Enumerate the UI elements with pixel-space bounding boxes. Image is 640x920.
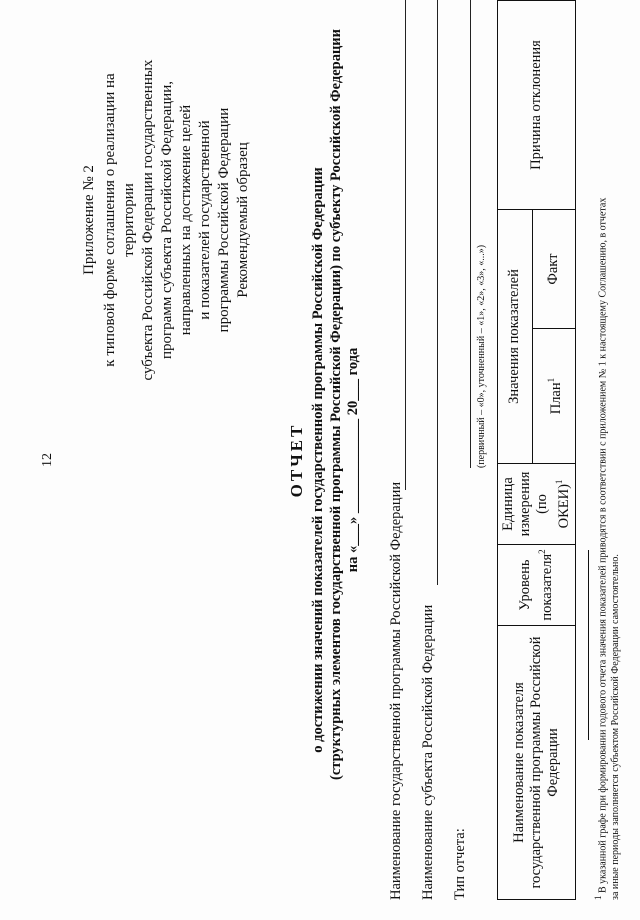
program-name-input-line[interactable] [405,0,406,490]
appendix-header [80,40,234,400]
program-name-label: Наименование государственной программы Российской Федерации [388,481,404,900]
appendix-line: к типовой форме соглашения о реализации на территории [102,73,137,367]
report-type-input-line[interactable] [470,0,471,468]
footnote-marker: 1 [593,895,603,900]
header-indicator-values: Значения показателей [498,210,533,464]
program-name-row [388,0,405,900]
appendix-line: субъекта Российской Федерации государственных [140,59,156,381]
header-fact: Факт [532,210,575,329]
page-number: 12 [40,453,55,467]
report-title: ОТЧЕТ [287,422,306,498]
report-subtitle-1: о достижении значений показателей государственной программы Российской Федерации [310,167,326,753]
appendix-line: программы Российской Федерации [216,107,232,333]
footnote-separator [588,550,589,740]
header-unit: Единица измерения (по ОКЕИ)$^1$ [498,464,576,545]
report-type-label: Тип отчета: [452,828,468,900]
footnote-line-1: $^1$ В указанной графе при формировании годового отчета значения показателей приводятся в соответствии с приложением № 1 к настоящему Соглашению, в отчетах [593,197,609,900]
recommended-sample-label: Рекомендуемый образец [235,142,251,298]
subject-name-label: Наименование субъекта Российской Федерации [420,604,436,900]
report-heading [285,28,362,780]
header-indicator-level: Уровень показателя$^2$ [498,545,576,626]
appendix-title: Приложение № 2 [81,165,97,275]
subject-name-input-line[interactable] [437,0,438,585]
footnote-line-2: за иные периоды заполняется субъектом Российской Федерации самостоятельно. [610,554,622,900]
header-deviation-reason: Причина отклонения [498,1,576,210]
appendix-line: направленных на достижение целей [178,104,194,336]
header-indicator-name: Наименование показателя государственной программы Российской Федерации [498,626,576,900]
indicators-table [497,0,576,900]
table-header-row [498,1,533,900]
appendix-line: и показателей государственной [197,120,213,320]
header-plan: План$^1$ [532,329,575,464]
footnote [592,0,622,900]
appendix-line: программ субъекта Российской Федерации, [159,81,175,360]
report-date-line: на «___» _____________ 20___ года [345,347,361,573]
report-type-hint: (первичный – «0», уточненный – «1», «2», «3», «...») [476,244,487,468]
report-subtitle-2: (структурных элементов государственной программы Российской Федерации) по субъекту Российской Федерации [328,28,344,780]
subject-name-row [420,0,437,900]
report-type-row [452,0,469,900]
